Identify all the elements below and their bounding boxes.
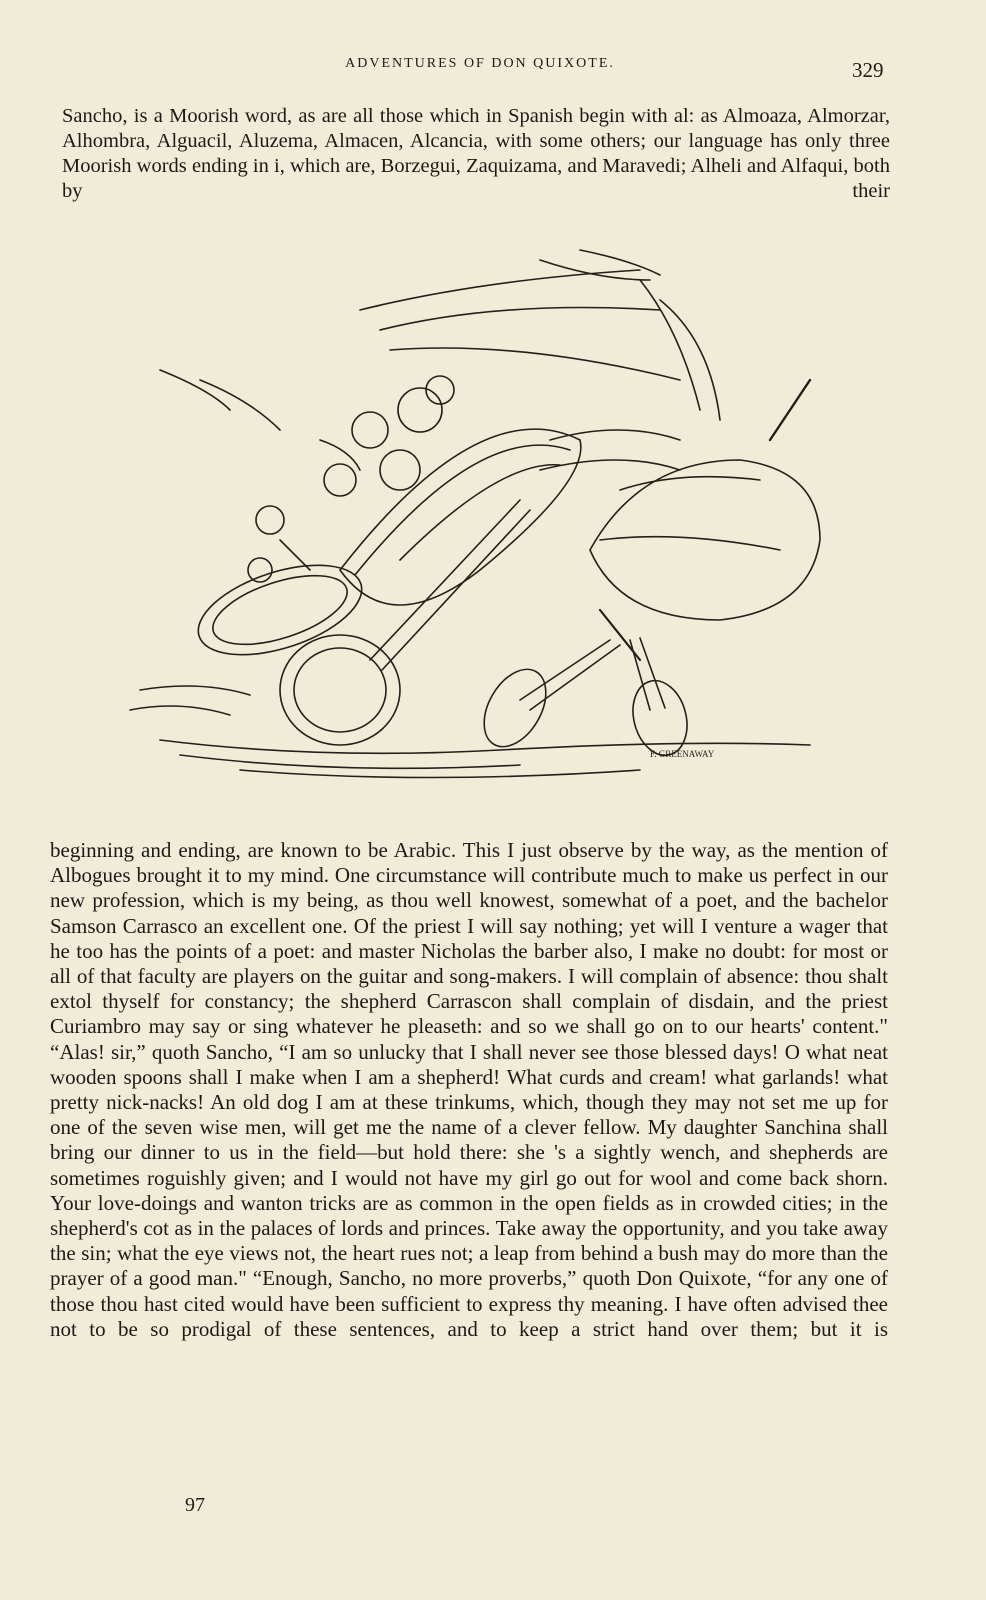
body-text-bottom: beginning and ending, are known to be Arabic. This I just observe by the way, as the mention of Albogues brought it to my mind. One circumstance will contribute much to make us perfect in our new profession, which is my being, as thou well knowest, somewhat of a poet, and the bachelor Samson Carrasco an excellent one. Of the priest I will say nothing; yet will I venture a wager that he too has the points of a poet: and master Nicholas the barber also, I make no doubt: for most or all of that faculty are players on the guitar and song-makers. I will complain of absence: thou shalt extol thyself for constancy; the shepherd Carrascon shall complain of disdain, and the priest Curiambro may say or sing whatever he pleaseth: and so we shall go on to our hearts' content." “Alas! sir,” quoth Sancho, “I am so unlucky that I shall never see those blessed days! O what neat wooden spoons shall I make when I am a shepherd! What curds and cream! what garlands! what pretty nick-nacks! An old dog I am at these trinkums, which, though they may not set me up for one of the seven wise men, will get me the name of a clever fellow. My daughter Sanchina shall bring our dinner to us in the field—but hold there: she 's a sightly wench, and shepherds are sometimes roguishly given; and I would not have my girl go out for wool and come back shorn. Your love-doings and wanton tricks are as common in the open fields as in crowded cities; in the shepherd's cot as in the palaces of lords and princes. Take away the opportunity, and you take away the sin; what the eye views not, the heart rues not; a leap from behind a bush may do more than the prayer of a good man." “Enough, Sancho, no more proverbs,” quoth Don Quixote, “for any one of those thou hast cited would have been sufficient to express thy meaning. I have often advised thee not to be so prodigal of these sentences, and to keep a strict hand over them; but it is [50,838,888,1341]
signature-mark: 97 [185,1494,205,1516]
page-number: 329 [852,58,884,82]
engraving-illustration [120,240,840,800]
body-text-top: Sancho, is a Moorish word, as are all those which in Spanish begin with al: as Almoaza, Almorzar, Alhombra, Alguacil, Aluzema, Almacen, Alcancia, with some others; our language has only three Moorish words ending in i, which are, Borzegui, Zaquizama, and Maravedi; Alheli and Alfaqui, both by their [62,105,890,202]
running-title: ADVENTURES OF DON QUIXOTE. [345,56,615,71]
engraver-mark: F. GREENAWAY [650,749,715,759]
